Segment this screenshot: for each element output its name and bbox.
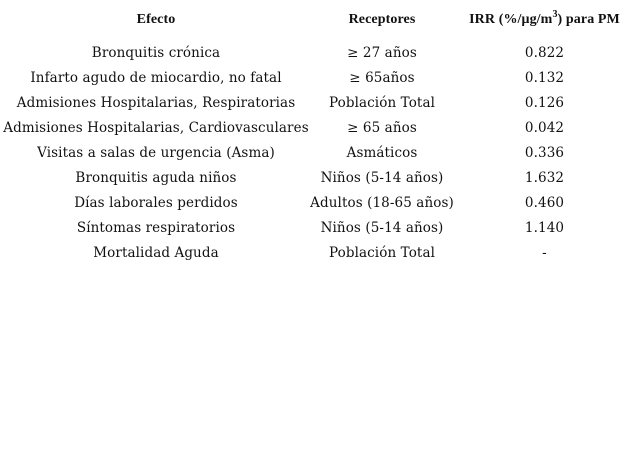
table-row [0,115,637,140]
table-row [0,140,637,165]
table-body [0,40,637,265]
table-row [0,90,637,115]
cell-irr: 0.460 [524,194,565,211]
table-row [0,40,637,65]
table-row [0,190,637,215]
cell-irr: 0.336 [524,144,565,161]
table-row [0,215,637,240]
cell-receptores: ≥ 65años [349,69,415,86]
cell-efecto: Admisiones Hospitalarias, Cardiovasculares [3,119,309,136]
header-irr [452,0,637,40]
cell-irr: 0.042 [524,119,565,136]
cell-efecto: Mortalidad Aguda [93,244,219,261]
header-irr-prefix: IRR (%/μg/m [469,12,553,27]
header-irr-suffix: ) para PM [557,12,620,27]
cell-efecto: Bronquitis crónica [91,44,221,61]
cell-receptores: Niños (5-14 años) [320,169,444,186]
cell-efecto: Infarto agudo de miocardio, no fatal [30,69,282,86]
table-row [0,240,637,265]
cell-efecto: Admisiones Hospitalarias, Respiratorias [16,94,296,111]
header-receptores [312,0,452,40]
header-efecto-label: Efecto [136,12,176,27]
cell-irr: - [542,244,547,261]
cell-efecto: Días laborales perdidos [74,194,238,211]
cell-efecto: Visitas a salas de urgencia (Asma) [37,144,275,161]
table-header-row [0,0,637,40]
header-irr-label [469,9,620,28]
cell-receptores: Población Total [328,94,436,111]
cell-receptores: Adultos (18-65 años) [310,194,454,211]
cell-receptores: Niños (5-14 años) [320,219,444,236]
header-receptores-label: Receptores [348,12,416,27]
cell-receptores: ≥ 27 años [347,44,417,61]
cell-irr: 0.126 [524,94,565,111]
cell-irr: 1.632 [524,169,565,186]
table-row [0,165,637,190]
cell-irr: 0.822 [524,44,565,61]
cell-irr: 1.140 [524,219,565,236]
table-row [0,65,637,90]
cell-efecto: Bronquitis aguda niños [75,169,237,186]
header-irr-superscript: 3 [552,9,558,20]
cell-receptores: Asmáticos [346,144,418,161]
header-efecto [0,0,312,40]
cell-irr: 0.132 [524,69,565,86]
cell-receptores: Población Total [328,244,436,261]
cell-receptores: ≥ 65 años [347,119,417,136]
cell-efecto: Síntomas respiratorios [76,219,236,236]
